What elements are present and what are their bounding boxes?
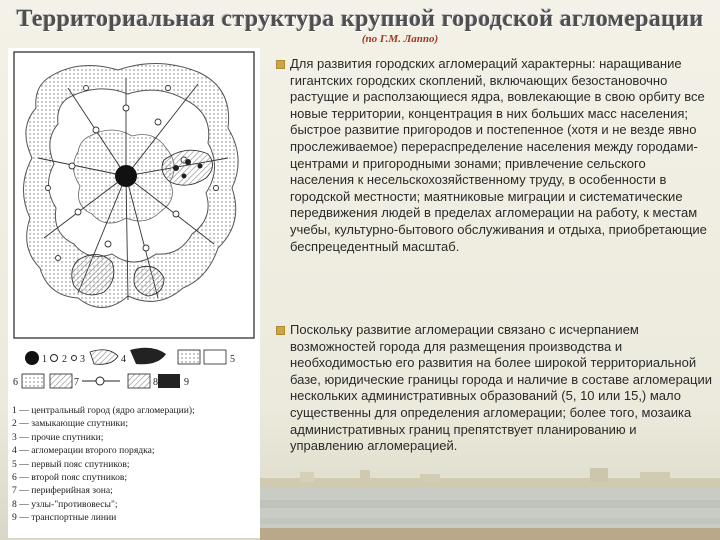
second-order-agglomeration-south: [72, 254, 114, 294]
legend-number-3: 3: [80, 354, 85, 365]
legend-item: 3 — прочие спутники;: [12, 431, 104, 443]
legend-item: 6 — второй пояс спутников;: [12, 472, 128, 484]
legend-number-2: 2: [62, 354, 67, 365]
legend-number-4: 4: [121, 354, 126, 365]
bullet-item-1: [280, 56, 712, 255]
slide-title: Территориальная структура крупной городской агломерации: [16, 6, 704, 32]
bullet-item-2: [280, 322, 712, 455]
legend-number-5: 5: [230, 354, 235, 365]
legend-symbols: [13, 348, 235, 388]
legend-number-7: 7: [74, 377, 79, 388]
legend-list: [12, 404, 195, 525]
legend-number-6: 6: [13, 377, 18, 388]
legend-item: 2 — замыкающие спутники;: [12, 418, 128, 430]
slide-subtitle: (по Г.М. Лаппо): [361, 33, 439, 45]
bullet-text-column: [280, 56, 712, 454]
legend-item: 9 — транспортные линии: [12, 512, 117, 524]
bullet-text: Для развития городских агломераций характерны: наращивание гигантских городских скоплений, включающих безостановочно растущие и расползающиеся ядра, вовлекающие в свою орбиту все новые территории, концентрация в них больших масс населения; быстрое развитие пригородов и постепенное (хотя и не везде явно прослеживаемое) перераспределение населения между городами-центрами и пригородными зонами; привлечение сельского населения к несельскохозяйственному труду, в особенности в городской местности; маятниковые миграции и систематические передвижения людей в пределах агломерации на работу, к местам учебы, культурно-бытового обслуживания и отдыха, приобретающие беспрецедентный масштаб.: [290, 56, 707, 254]
legend-item: 8 — узлы-"противовесы";: [12, 498, 118, 510]
legend-item: 4 — агломерации второго порядка;: [12, 445, 155, 457]
legend-item: 5 — первый пояс спутников;: [12, 458, 130, 470]
legend-number-1: 1: [42, 354, 47, 365]
bullet-text: Поскольку развитие агломерации связано с исчерпанием возможностей города для размещения производства и необходимостью его развития на более широкой территориальной базе, юридические границы города и наличие в составе агломерации нескольких административных образований (5, 10 или 15,) мало существенны для определения агломерации; более того, мозаика административных границ препятствует планированию и управлению агломерацией.: [290, 322, 712, 454]
legend-item: 7 — периферийная зона;: [12, 485, 113, 497]
legend-item: 1 — центральный город (ядро агломерации);: [12, 405, 195, 416]
legend-number-9: 9: [184, 377, 189, 388]
agglomeration-diagram: [8, 48, 260, 538]
legend-number-8: 8: [153, 377, 158, 388]
central-city-core: [115, 165, 137, 187]
bullet-square-icon: [276, 326, 285, 335]
bullet-square-icon: [276, 60, 285, 69]
